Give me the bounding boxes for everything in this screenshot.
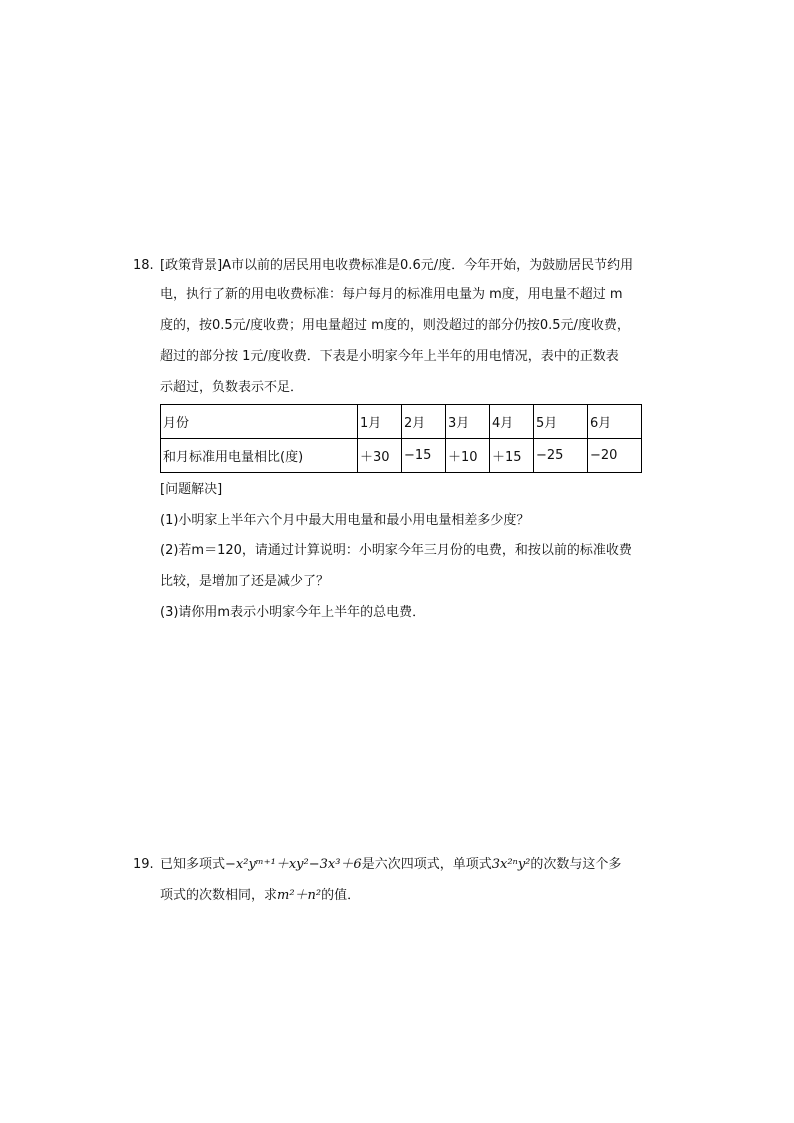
question-text-line: 超过的部分按 1元/度收费．下表是小明家今年上半年的用电情况，表中的正数表: [160, 349, 619, 364]
electricity-table: [160, 404, 642, 473]
sub-question: (1)小明家上半年六个月中最大用电量和最小用电量相差多少度？: [160, 513, 530, 528]
table-cell: ＋10: [446, 439, 490, 473]
section-label: [问题解决]: [160, 482, 223, 497]
table-header-cell: 月份: [161, 405, 358, 439]
text-segment: 的次数与这个多: [530, 857, 622, 872]
sub-question: (3)请你用m表示小明家今年上半年的总电费．: [160, 605, 426, 620]
question-text-line: [160, 888, 360, 904]
question-text-line: [政策背景]A市以前的居民用电收费标准是0.6元/度．今年开始，为鼓励居民节约用: [160, 258, 634, 273]
question-text-line: [160, 857, 621, 873]
text-segment: 的值．: [321, 888, 361, 903]
table-cell: −25: [534, 439, 588, 473]
question-text-line: 电，执行了新的用电收费标准：每户每月的标准用电量为 m度，用电量不超过 m: [160, 287, 623, 302]
polynomial-expression: −x²yᵐ⁺¹＋xy²−3x³＋6: [225, 857, 362, 872]
sub-question: (2)若m＝120，请通过计算说明：小明家今年三月份的电费，和按以前的标准收费: [160, 543, 632, 558]
sub-question: 比较，是增加了还是减少了？: [160, 574, 330, 589]
table-header-cell: 3月: [446, 405, 490, 439]
table-cell: ＋30: [358, 439, 402, 473]
table-header-row: [161, 405, 642, 439]
table-row-label: 和月标准用电量相比(度): [161, 439, 358, 473]
table-header-cell: 6月: [588, 405, 642, 439]
question-number: 18.: [133, 258, 154, 273]
text-segment: 项式的次数相同，求: [160, 888, 278, 903]
table-cell: ＋15: [490, 439, 534, 473]
text-segment: 已知多项式: [160, 857, 226, 872]
table-header-cell: 5月: [534, 405, 588, 439]
target-expression: m²＋n²: [277, 888, 322, 903]
table-header-cell: 2月: [402, 405, 446, 439]
table-cell: −15: [402, 439, 446, 473]
question-text-line: 示超过，负数表示不足．: [160, 380, 304, 395]
table-header-cell: 4月: [490, 405, 534, 439]
table-row: [161, 439, 642, 473]
text-segment: 是六次四项式，单项式: [361, 857, 492, 872]
question-text-line: 度的，按0.5元/度收费；用电量超过 m度的，则没超过的部分仍按0.5元/度收费，: [160, 318, 630, 333]
table-cell: −20: [588, 439, 642, 473]
monomial-expression: 3x²ⁿy²: [491, 857, 531, 872]
question-number: 19.: [133, 857, 154, 872]
table-header-cell: 1月: [358, 405, 402, 439]
